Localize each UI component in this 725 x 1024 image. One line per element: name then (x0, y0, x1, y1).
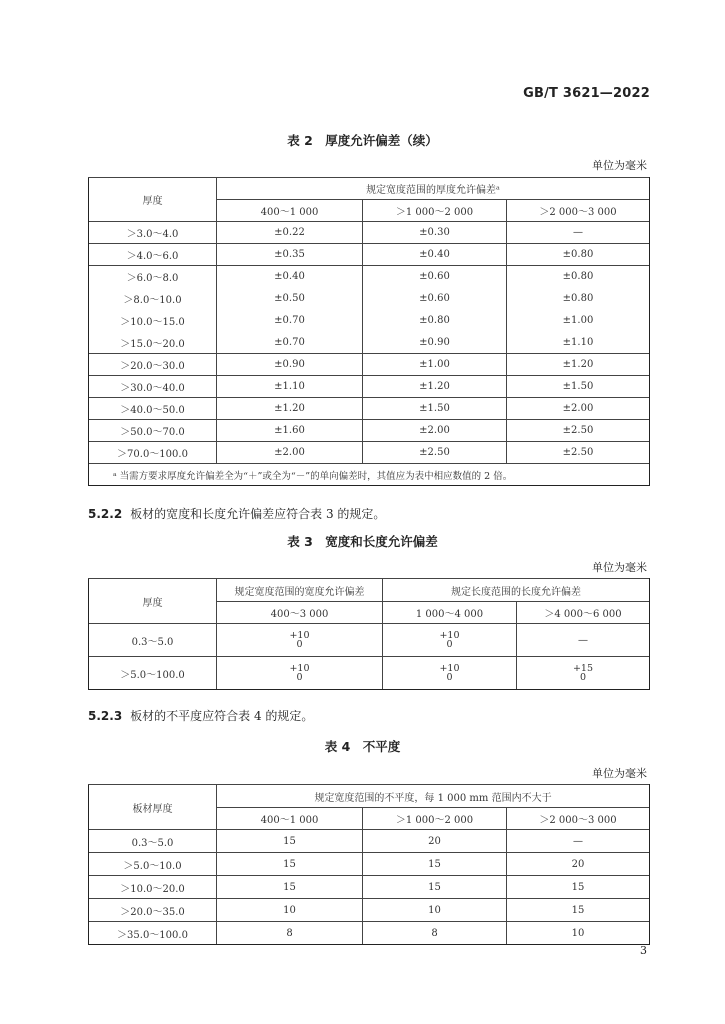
cell-value: 10 (363, 899, 507, 922)
cell-thickness: ＞30.0～40.0 (89, 376, 217, 398)
clause-text: 板材的宽度和长度允许偏差应符合表 3 的规定。 (130, 507, 386, 521)
cell-value (517, 657, 650, 690)
tolerance-lower: 0 (296, 638, 303, 650)
cell-value: ±0.80 (507, 244, 650, 266)
cell-value: — (517, 624, 650, 657)
table2-header-range: 400～1 000 (217, 200, 363, 222)
table2-caption: 表 2 厚度允许偏差（续） (287, 133, 438, 148)
cell-thickness: ＞8.0～10.0 (89, 288, 217, 310)
cell-value (217, 657, 383, 690)
tolerance-lower: 0 (446, 638, 453, 650)
cell-value: ±2.50 (507, 420, 650, 442)
cell-value: 20 (363, 830, 507, 853)
table2 (88, 177, 650, 486)
cell-value: ±0.50 (217, 288, 363, 310)
table3-caption: 表 3 宽度和长度允许偏差 (287, 534, 438, 549)
table3-header-length-group: 规定长度范围的长度允许偏差 (383, 579, 650, 602)
cell-value: ±1.10 (217, 376, 363, 398)
cell-value: ±0.22 (217, 222, 363, 244)
table2-header-range: ＞2 000～3 000 (507, 200, 650, 222)
cell-value: ±0.30 (363, 222, 507, 244)
cell-value: ±2.50 (363, 442, 507, 464)
cell-value: 15 (363, 853, 507, 876)
cell-value: ±0.90 (217, 354, 363, 376)
table-row (89, 266, 650, 288)
table3-unit: 单位为毫米 (592, 561, 647, 574)
cell-value: ±0.80 (507, 288, 650, 310)
cell-value: ±1.60 (217, 420, 363, 442)
table-row (89, 310, 650, 332)
cell-value: ±1.20 (217, 398, 363, 420)
table-row (89, 624, 650, 657)
cell-value: 8 (217, 922, 363, 945)
clause-text: 板材的不平度应符合表 4 的规定。 (130, 709, 314, 723)
cell-thickness: 0.3～5.0 (89, 624, 217, 657)
table4-header-range: ＞1 000～2 000 (363, 808, 507, 830)
tolerance-upper: +15 (572, 662, 594, 674)
cell-thickness: ＞6.0～8.0 (89, 266, 217, 288)
tolerance-upper: +10 (439, 662, 460, 674)
cell-value: 20 (507, 853, 650, 876)
cell-thickness: ＞35.0～100.0 (89, 922, 217, 945)
tolerance-upper: +10 (289, 662, 310, 674)
table-row (89, 222, 650, 244)
cell-thickness: ＞40.0～50.0 (89, 398, 217, 420)
cell-value: ±0.40 (217, 266, 363, 288)
cell-value: ±0.40 (363, 244, 507, 266)
clause-5-2-3 (88, 707, 313, 724)
cell-thickness: ＞20.0～35.0 (89, 899, 217, 922)
table3-header-length-range: ＞4 000～6 000 (517, 602, 650, 624)
cell-value: 15 (507, 876, 650, 899)
table-row (89, 830, 650, 853)
cell-thickness: 0.3～5.0 (89, 830, 217, 853)
cell-value: ±1.10 (507, 332, 650, 354)
cell-value: 15 (507, 899, 650, 922)
cell-thickness: ＞50.0～70.0 (89, 420, 217, 442)
table-row (89, 376, 650, 398)
table3-header-width-range: 400～3 000 (217, 602, 383, 624)
cell-value (217, 624, 383, 657)
cell-thickness: ＞5.0～100.0 (89, 657, 217, 690)
table4-caption: 表 4 不平度 (324, 739, 401, 754)
cell-value: ±0.90 (363, 332, 507, 354)
cell-thickness: ＞5.0～10.0 (89, 853, 217, 876)
cell-value: ±2.00 (217, 442, 363, 464)
table2-unit: 单位为毫米 (592, 159, 647, 172)
cell-value: ±1.20 (507, 354, 650, 376)
cell-value: ±2.00 (363, 420, 507, 442)
cell-value: ±1.00 (363, 354, 507, 376)
cell-value: ±1.50 (507, 376, 650, 398)
cell-thickness: ＞70.0～100.0 (89, 442, 217, 464)
table4-header-group: 规定宽度范围的不平度，每 1 000 mm 范围内不大于 (217, 785, 650, 808)
clause-number: 5.2.3 (88, 709, 123, 723)
tolerance-lower: 0 (296, 671, 303, 683)
table-row (89, 899, 650, 922)
table3 (88, 578, 650, 690)
table-row (89, 420, 650, 442)
clause-5-2-2 (88, 505, 385, 522)
standard-code: GB/T 3621—2022 (523, 86, 650, 101)
cell-value: ±0.80 (507, 266, 650, 288)
table4 (88, 784, 650, 945)
table-row (89, 876, 650, 899)
cell-value: 10 (217, 899, 363, 922)
table-row (89, 244, 650, 266)
table4-header-thickness: 板材厚度 (89, 785, 217, 830)
cell-value: 15 (217, 876, 363, 899)
cell-value: ±0.60 (363, 288, 507, 310)
cell-value (383, 624, 517, 657)
table2-header-thickness: 厚度 (89, 178, 217, 222)
tolerance-lower: 0 (446, 671, 453, 683)
table-row (89, 354, 650, 376)
cell-value: ±0.60 (363, 266, 507, 288)
cell-value: ±2.50 (507, 442, 650, 464)
cell-thickness: ＞20.0～30.0 (89, 354, 217, 376)
table-row (89, 657, 650, 690)
cell-value: ±1.50 (363, 398, 507, 420)
table-row (89, 853, 650, 876)
cell-thickness: ＞10.0～15.0 (89, 310, 217, 332)
table4-unit: 单位为毫米 (592, 767, 647, 780)
tolerance-lower: 0 (579, 671, 587, 683)
tolerance-upper: +10 (289, 629, 310, 641)
cell-value: ±1.20 (363, 376, 507, 398)
tolerance-upper: +10 (439, 629, 460, 641)
cell-value: 15 (217, 830, 363, 853)
cell-value: 15 (363, 876, 507, 899)
cell-value: ±0.70 (217, 332, 363, 354)
page-number: 3 (640, 944, 647, 957)
cell-thickness: ＞15.0～20.0 (89, 332, 217, 354)
cell-value: ±1.00 (507, 310, 650, 332)
cell-value: ±2.00 (507, 398, 650, 420)
cell-value: — (507, 830, 650, 853)
cell-thickness: ＞10.0～20.0 (89, 876, 217, 899)
cell-thickness: ＞3.0～4.0 (89, 222, 217, 244)
table3-header-thickness: 厚度 (89, 579, 217, 624)
cell-value (383, 657, 517, 690)
cell-value: — (507, 222, 650, 244)
cell-value: 10 (507, 922, 650, 945)
table-row (89, 398, 650, 420)
table3-header-width-group: 规定宽度范围的宽度允许偏差 (217, 579, 383, 602)
table-row (89, 922, 650, 945)
cell-value: 8 (363, 922, 507, 945)
cell-thickness: ＞4.0～6.0 (89, 244, 217, 266)
cell-value: 15 (217, 853, 363, 876)
table4-header-range: ＞2 000～3 000 (507, 808, 650, 830)
table-row (89, 442, 650, 464)
table2-header-range: ＞1 000～2 000 (363, 200, 507, 222)
table3-header-length-range: 1 000～4 000 (383, 602, 517, 624)
cell-value: ±0.70 (217, 310, 363, 332)
clause-number: 5.2.2 (88, 507, 123, 521)
table-row (89, 332, 650, 354)
table2-header-group: 规定宽度范围的厚度允许偏差ᵃ (217, 178, 650, 200)
table-row (89, 288, 650, 310)
cell-value: ±0.80 (363, 310, 507, 332)
table2-footnote: ᵃ 当需方要求厚度允许偏差全为“＋”或全为“－”的单向偏差时，其值应为表中相应数值的 2 倍。 (89, 464, 650, 486)
cell-value: ±0.35 (217, 244, 363, 266)
table4-header-range: 400～1 000 (217, 808, 363, 830)
